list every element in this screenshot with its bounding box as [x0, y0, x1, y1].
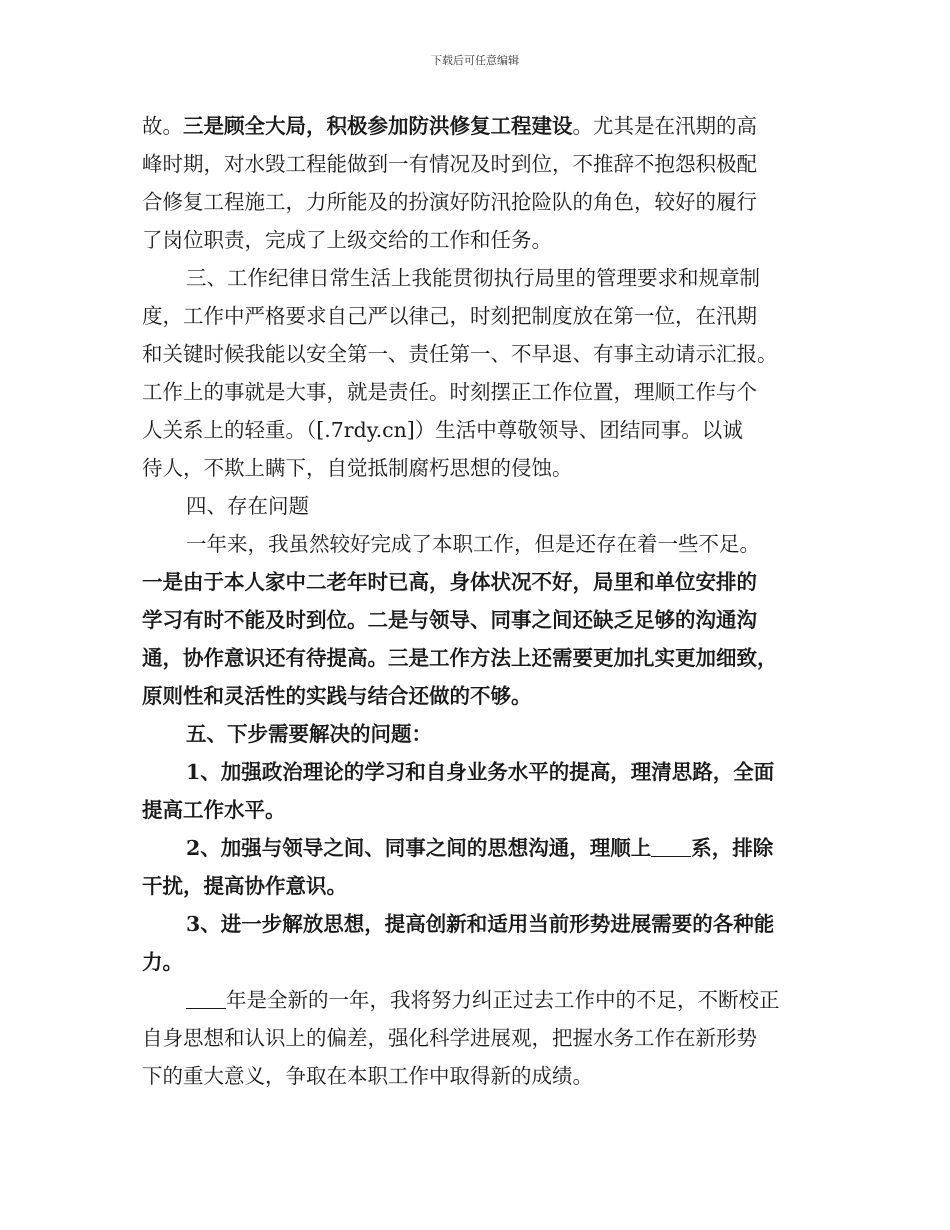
text-line: 自身思想和认识上的偏差，强化科学进展观，把握水务工作在新形势: [142, 1026, 757, 1050]
text-line: [186, 834, 773, 862]
text-line: 人关系上的轻重。（[.7rdy.cn]）生活中尊敬领导、团结同事。以诚: [142, 418, 743, 442]
text-line: 通，协作意识还有待提高。三是工作方法上还需要更加扎实更加细致，: [142, 646, 778, 670]
text-segment: 系，排除: [691, 836, 774, 860]
text-line: 3、进一步解放思想，提高创新和适用当前形势进展需要的各种能: [186, 912, 775, 936]
blank-underline: [186, 988, 226, 1009]
text-segment: 故。: [142, 114, 183, 138]
text-line: 待人，不欺上瞒下，自觉抵制腐朽思想的侵蚀。: [142, 456, 573, 480]
text-line: 力。: [142, 950, 183, 974]
text-line: 一是由于本人家中二老年时已高，身体状况不好，局里和单位安排的: [142, 570, 757, 594]
text-line: 和关键时候我能以安全第一、责任第一、不早退、有事主动请示汇报。: [142, 342, 778, 366]
text-line: 学习有时不能及时到位。二是与领导、同事之间还缺乏足够的沟通沟: [142, 608, 757, 632]
text-line: 干扰，提高协作意识。: [142, 874, 347, 898]
text-line: 三、工作纪律日常生活上我能贯彻执行局里的管理要求和规章制: [186, 266, 760, 290]
text-line: 度，工作中严格要求自己严以律己，时刻把制度放在第一位，在汛期: [142, 304, 757, 328]
text-segment: 年是全新的一年，我将努力纠正过去工作中的不足，不断校正: [226, 988, 780, 1012]
section-heading: 五、下步需要解决的问题：: [186, 722, 432, 746]
section-heading: 四、存在问题: [186, 494, 309, 518]
page-header: 下载后可任意编辑: [431, 54, 519, 67]
text-line: 原则性和灵活性的实践与结合还做的不够。: [142, 684, 532, 708]
text-line: 了岗位职责，完成了上级交给的工作和任务。: [142, 228, 552, 252]
text-line: 一年来，我虽然较好完成了本职工作，但是还存在着一些不足。: [186, 532, 760, 556]
text-line: 峰时期，对水毁工程能做到一有情况及时到位，不推辞不抱怨积极配: [142, 152, 757, 176]
text-line: [186, 986, 780, 1014]
text-segment: 。尤其是在汛期的高: [572, 114, 757, 138]
text-line: 提高工作水平。: [142, 798, 286, 822]
text-line: 下的重大意义，争取在本职工作中取得新的成绩。: [142, 1064, 593, 1088]
blank-underline: [651, 836, 691, 857]
text-line: [142, 112, 757, 140]
bold-text-segment: 三是顾全大局，积极参加防洪修复工程建设: [183, 114, 573, 138]
text-segment: 2、加强与领导之间、同事之间的思想沟通，理顺上: [186, 836, 652, 860]
text-line: 工作上的事就是大事，就是责任。时刻摆正工作位置，理顺工作与个: [142, 380, 757, 404]
text-line: 合修复工程施工，力所能及的扮演好防汛抢险队的角色，较好的履行: [142, 190, 757, 214]
text-line: 1、加强政治理论的学习和自身业务水平的提高，理清思路，全面: [186, 760, 775, 784]
